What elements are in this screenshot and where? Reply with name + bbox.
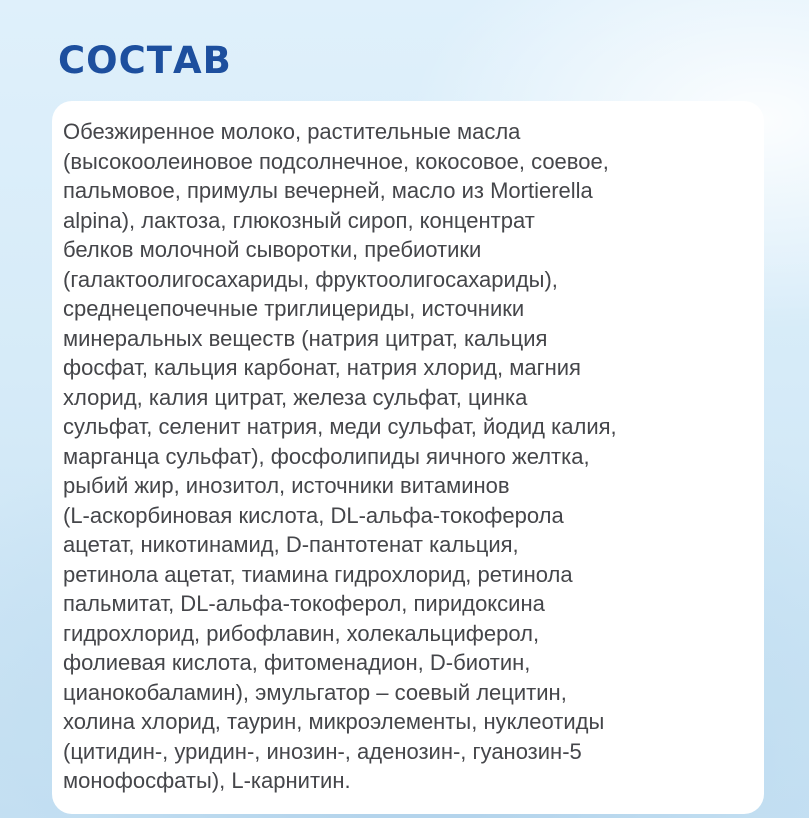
composition-line: пальмовое, примулы вечерней, масло из Mortierella [63, 178, 593, 203]
composition-line: гидрохлорид, рибофлавин, холекальциферол, [63, 620, 540, 646]
composition-line: фолиевая кислота, фитоменадион, D-биотин, [63, 650, 531, 675]
composition-text [63, 117, 764, 796]
composition-line: фосфат, кальция карбонат, натрия хлорид, магния [63, 355, 581, 380]
composition-line: (L-аскорбиновая кислота, DL-альфа-токоферола [63, 502, 564, 528]
composition-line: сульфат, селенит натрия, меди сульфат, йодид калия, [63, 414, 617, 439]
composition-line: alpina), лактоза, глюкозный сироп, концентрат [63, 207, 535, 233]
composition-line: Обезжиренное молоко, растительные масла [63, 119, 521, 144]
composition-card [52, 101, 764, 814]
composition-line: среднецепочечные триглицериды, источники [63, 296, 525, 321]
composition-line: (цитидин-, уридин-, инозин-, аденозин-, гуанозин-5 [63, 738, 582, 764]
section-title: СОСТАВ [58, 39, 232, 82]
composition-line: минеральных веществ (натрия цитрат, кальция [63, 325, 548, 351]
composition-line: марганца сульфат), фосфолипиды яичного желтка, [63, 443, 590, 469]
composition-line: пальмитат, DL-альфа-токоферол, пиридоксина [63, 591, 545, 616]
composition-line: холина хлорид, таурин, микроэлементы, нуклеотиды [63, 709, 605, 734]
composition-line: ретинола ацетат, тиамина гидрохлорид, ретинола [63, 561, 573, 587]
composition-line: (высокоолеиновое подсолнечное, кокосовое, соевое, [63, 148, 609, 174]
composition-line: ацетат, никотинамид, D-пантотенат кальция, [63, 532, 519, 557]
composition-line: монофосфаты), L-карнитин. [63, 768, 351, 793]
composition-line: хлорид, калия цитрат, железа сульфат, цинка [63, 384, 528, 410]
composition-line: (галактоолигосахариды, фруктоолигосахариды), [63, 266, 558, 292]
composition-line: рыбий жир, инозитол, источники витаминов [63, 473, 510, 498]
composition-line: белков молочной сыворотки, пребиотики [63, 237, 482, 262]
composition-line: цианокобаламин), эмульгатор – соевый лецитин, [63, 679, 567, 705]
